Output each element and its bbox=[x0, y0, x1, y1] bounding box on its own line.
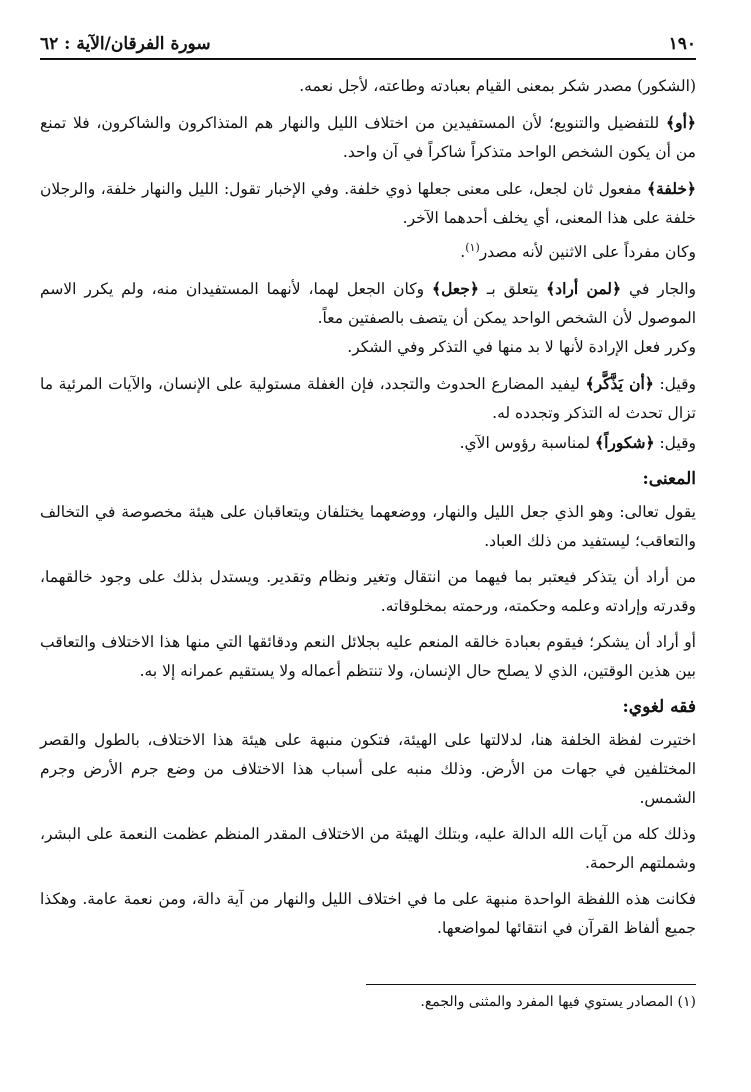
page-body bbox=[40, 72, 696, 950]
paragraph-end: . bbox=[460, 243, 466, 262]
paragraph-linguistic-3: فكانت هذه اللفظة الواحدة منبهة على ما في اختلاف الليل والنهار من آية دالة، ومن نعمة عامة. وهكذا جميع ألفاظ القرآن في انتقائها لمواضعها. bbox=[40, 890, 696, 938]
paragraph-yadhakkar bbox=[40, 369, 696, 428]
paragraph-shakur: (الشكور) مصدر شكر بمعنى القيام بعبادته وطاعته، لأجل نعمه. bbox=[299, 77, 696, 95]
paragraph-mufrad bbox=[40, 233, 696, 267]
heading-meaning: المعنى: bbox=[642, 469, 696, 490]
header-rule bbox=[40, 58, 696, 60]
paragraph-text: ليفيد المضارع الحدوث والتجدد، فإن الغفلة مستولية على الإنسان، والآيات المرئية ما تزال تحدث له التذكر وتجدده له. bbox=[40, 375, 696, 423]
paragraph-shakuran bbox=[40, 428, 696, 458]
paragraph-linguistic-1: اختيرت لفظة الخلفة هنا، لدلالتها على الهيئة، فتكون منبهة على هيئة هذا الاختلاف، بالطول والقصر المختلفين في جهات من الأرض. وذلك منبه على أسباب هذا الاختلاف من وضع جرم الأرض وجرم الشمس. bbox=[40, 731, 696, 808]
paragraph-text: يتعلق بـ bbox=[478, 280, 547, 299]
paragraph-meaning-2: من أراد أن يتذكر فيعتبر بما فيهما من انتقال وتغير ونظام وتقدير. ويستدل بذلك على وجود خالقهما، وقدرته وإرادته وعلمه وحكمته، ورحمته بمخلوقاته. bbox=[40, 568, 696, 616]
paragraph-text: وكان الجعل لهما، لأنهما المستفيدان منه، ولم يكرر الاسم الموصول لأن الشخص الواحد يمكن أن يتصف بالصفتين معاً. bbox=[40, 280, 696, 328]
footnote-text: المصادر يستوي فيها المفرد والمثنى والجمع. bbox=[420, 994, 678, 1010]
footnote-rule bbox=[366, 984, 696, 985]
footnote bbox=[40, 990, 696, 1014]
paragraph-jar bbox=[40, 274, 696, 333]
paragraph-aw bbox=[40, 108, 696, 167]
paragraph-text: والجار في bbox=[621, 280, 696, 299]
running-title: سورة الفرقان/الآية : ٦٢ bbox=[40, 34, 211, 54]
page-number: ١٩٠ bbox=[668, 34, 696, 54]
paragraph-khilfa bbox=[40, 174, 696, 233]
paragraph-text: مفعول ثان لجعل، على معنى جعلها ذوي خلفة. وفي الإخبار تقول: الليل والنهار خلفة، والرجلان خلفة على هذا المعنى، أي يخلف أحدهما الآخر. bbox=[40, 180, 696, 227]
heading-linguistic: فقه لغوي: bbox=[622, 697, 696, 718]
quran-term: ﴿أن يَذَّكَّر﴾ bbox=[585, 374, 654, 394]
paragraph-text: للتفضيل والتنويع؛ لأن المستفيدين من اختلاف الليل والنهار هم المتذاكرون والشاكرون، فلا تمنع من أن يكون الشخص الواحد متذكراً شاكراً في آن واحد. bbox=[40, 114, 696, 161]
paragraph-text: وكان مفرداً على الاثنين لأنه مصدر bbox=[479, 243, 696, 262]
paragraph-linguistic-2: وذلك كله من آيات الله الدالة عليه، وبتلك الهيئة من الاختلاف المقدر المنظم عظمت النعمة على البشر، وشملتهم الرحمة. bbox=[40, 825, 696, 873]
quran-term: ﴿جعل﴾ bbox=[431, 279, 479, 299]
footnote-reference[interactable]: (١) bbox=[465, 241, 480, 254]
quran-term: ﴿خلفة﴾ bbox=[646, 179, 696, 198]
paragraph-text: وقيل: bbox=[653, 375, 696, 394]
quran-term: ﴿لمن أراد﴾ bbox=[546, 279, 622, 299]
paragraph-meaning-1: يقول تعالى: وهو الذي جعل الليل والنهار، ووضعهما يختلفان ويتعاقبان على هيئة مخصوصة في التخالف والتعاقب؛ ليستفيد من ذلك العباد. bbox=[40, 503, 696, 551]
paragraph-text: لمناسبة رؤوس الآي. bbox=[459, 434, 596, 453]
quran-term: ﴿شكوراً﴾ bbox=[595, 433, 655, 453]
paragraph-irada: وكرر فعل الإرادة لأنها لا بد منها في التذكر وفي الشكر. bbox=[347, 338, 696, 357]
quran-term: ﴿أو﴾ bbox=[666, 113, 696, 132]
footnote-marker: (١) bbox=[677, 994, 696, 1010]
page-header bbox=[40, 30, 696, 58]
paragraph-text: وقيل: bbox=[654, 434, 696, 453]
paragraph-meaning-3: أو أراد أن يشكر؛ فيقوم بعبادة خالقه المنعم عليه بجلائل النعم ودقائقها التي منها هذا الاختلاف والتعاقب بين هذين الوقتين، الذي لا يصلح حال الإنسان، ولا تنتظم أعماله ولا يستقيم عمرانه إلا به. bbox=[40, 633, 696, 681]
